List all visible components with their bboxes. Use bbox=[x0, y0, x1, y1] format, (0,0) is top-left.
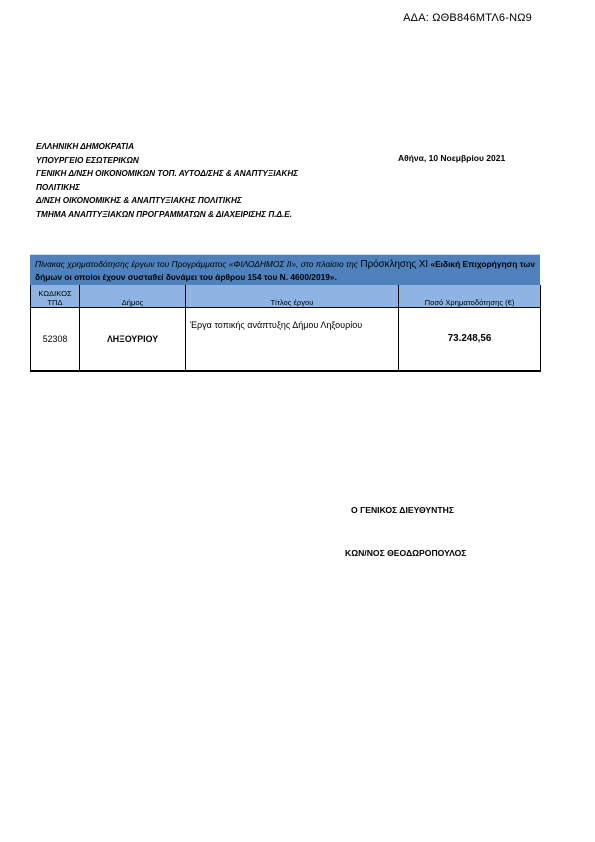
header-amount: Ποσό Χρηματοδότησης (€) bbox=[399, 285, 541, 308]
ada-code: ΑΔΑ: ΩΘΒ846ΜΤΛ6-ΝΩ9 bbox=[403, 12, 532, 24]
header-line: ΕΛΛΗΝΙΚΗ ΔΗΜΟΚΡΑΤΙΑ bbox=[36, 142, 134, 151]
cell-amount: 73.248,56 bbox=[399, 307, 541, 371]
table-title-part3: «Ειδική Επιχορήγηση των δήμων οι οποίοι έχουν συσταθεί δυνάμει του άρθρου 154 του Ν. 4600/2019». bbox=[35, 259, 535, 283]
cell-dimos: ΛΗΞΟΥΡΙΟΥ bbox=[80, 307, 186, 371]
header-line: ΠΟΛΙΤΙΚΗΣ bbox=[36, 182, 80, 192]
document-date: Αθήνα, 10 Νοεμβρίου 2021 bbox=[398, 153, 506, 163]
signatory-role: Ο ΓΕΝΙΚΟΣ ΔΙΕΥΘΥΝΤΗΣ bbox=[351, 505, 454, 515]
table-row bbox=[31, 307, 541, 371]
table-header-row bbox=[31, 285, 541, 308]
funding-table bbox=[30, 285, 541, 372]
issuer-header bbox=[36, 140, 298, 222]
cell-code: 52308 bbox=[31, 307, 80, 371]
header-line: ΤΜΗΜΑ ΑΝΑΠΤΥΞΙΑΚΩΝ ΠΡΟΓΡΑΜΜΑΤΩΝ & ΔΙΑΧΕΙΡΙΣΗΣ Π.Δ.Ε. bbox=[36, 209, 292, 219]
header-line: ΥΠΟΥΡΓΕΙΟ ΕΣΩΤΕΡΙΚΩΝ bbox=[36, 155, 139, 165]
cell-title: Έργα τοπικής ανάπτυξης Δήμου Ληξουρίου bbox=[186, 307, 399, 371]
header-title: Τίτλος έργου bbox=[186, 285, 399, 308]
funding-table-block bbox=[30, 254, 540, 372]
header-dimos: Δήμος bbox=[80, 285, 186, 308]
header-line: Δ/ΝΣΗ ΟΙΚΟΝΟΜΙΚΗΣ & ΑΝΑΠΤΥΞΙΑΚΗΣ ΠΟΛΙΤΙΚΗΣ bbox=[36, 196, 242, 206]
header-code: ΚΩΔΙΚΟΣ ΤΠΔ bbox=[31, 285, 80, 308]
signatory-name: ΚΩΝ/ΝΟΣ ΘΕΟΔΩΡΟΠΟΥΛΟΣ bbox=[345, 548, 467, 558]
table-title-part2: Πρόσκλησης ΧΙ bbox=[357, 259, 429, 270]
table-title bbox=[30, 254, 540, 285]
header-line: ΓΕΝΙΚΗ Δ/ΝΣΗ ΟΙΚΟΝΟΜΙΚΩΝ ΤΟΠ. ΑΥΤΟΔ/ΣΗΣ & ΑΝΑΠΤΥΞΙΑΚΗΣ bbox=[36, 169, 299, 179]
table-title-part1: Πίνακας χρηματοδότησης έργων του Προγράμματος «ΦΙΛΟΔΗΜΟΣ ΙΙ», στο πλαίσιο της bbox=[35, 259, 358, 269]
